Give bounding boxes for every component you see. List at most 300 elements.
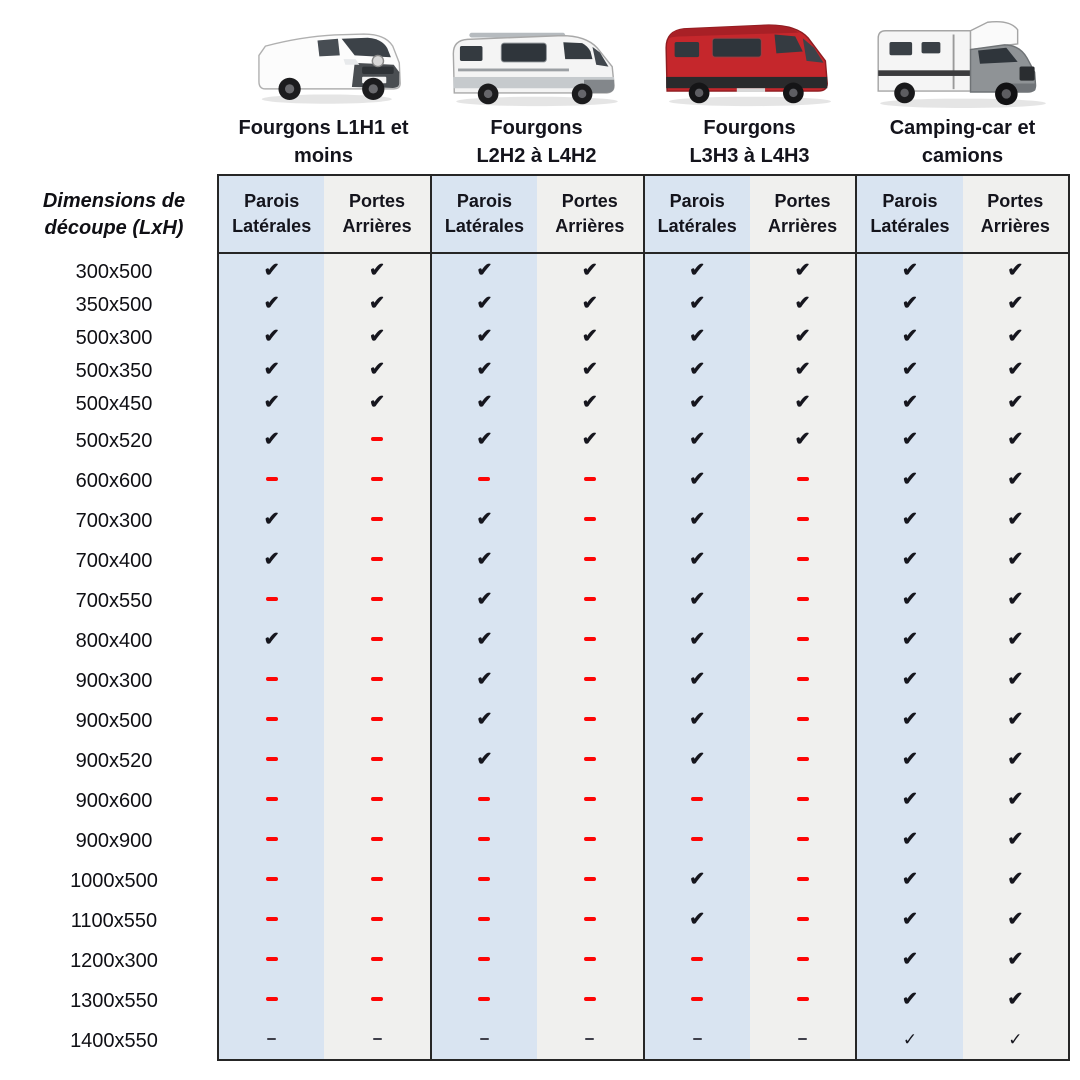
check-cell — [324, 320, 429, 353]
check-icon: ✔ — [1007, 788, 1024, 810]
dash-cell — [750, 659, 855, 699]
table-row — [219, 979, 1068, 1019]
table-section — [11, 174, 1080, 1061]
dash-cell — [219, 739, 324, 779]
check-cell — [430, 254, 537, 287]
check-icon: ✔ — [901, 908, 918, 930]
check-cell — [643, 459, 750, 499]
dash-cell — [750, 939, 855, 979]
dash-icon — [266, 877, 278, 881]
check-icon: ✔ — [689, 668, 706, 690]
dash-icon — [266, 797, 278, 801]
dash-cell — [537, 539, 642, 579]
header-line: Latérales — [444, 216, 524, 236]
dash-icon — [266, 677, 278, 681]
check-icon: ✔ — [901, 508, 918, 530]
dash-cell — [324, 419, 429, 459]
group-title-line2: L3H3 à L4H3 — [689, 145, 810, 167]
dash-icon — [584, 837, 596, 841]
check-icon: ✔ — [689, 628, 706, 650]
dash-cell — [219, 859, 324, 899]
group-title-line2: L2H2 à L4H2 — [476, 145, 597, 167]
dash-cell — [324, 1019, 429, 1059]
check-icon: ✔ — [476, 548, 493, 570]
dash-cell — [324, 739, 429, 779]
table-row — [219, 699, 1068, 739]
dash-icon — [584, 677, 596, 681]
check-icon: ✔ — [901, 668, 918, 690]
grey-motorhome-image — [856, 10, 1069, 108]
check-cell — [430, 499, 537, 539]
header-line: Portes — [561, 191, 618, 211]
check-cell — [750, 254, 855, 287]
check-cell — [430, 699, 537, 739]
dash-cell — [643, 979, 750, 1019]
check-cell — [219, 619, 324, 659]
dash-icon — [584, 877, 596, 881]
check-cell — [643, 287, 750, 320]
check-cell — [963, 287, 1068, 320]
dash-cell — [537, 699, 642, 739]
dash-cell — [750, 459, 855, 499]
dash-cell — [750, 779, 855, 819]
check-cell — [963, 779, 1068, 819]
check-icon: ✔ — [901, 260, 918, 281]
header-line: Parois — [244, 191, 300, 211]
check-cell — [963, 499, 1068, 539]
check-cell — [537, 254, 642, 287]
dash-icon — [266, 597, 278, 601]
dash-cell — [750, 979, 855, 1019]
dash-icon — [266, 917, 278, 921]
check-icon: ✔ — [1007, 828, 1024, 850]
dash-cell — [324, 779, 429, 819]
check-icon: ✔ — [263, 392, 280, 413]
dash-cell — [219, 899, 324, 939]
dash-icon — [371, 837, 383, 841]
row-label: 800x400 — [75, 629, 153, 652]
check-icon: ✔ — [476, 359, 493, 380]
check-cell — [963, 320, 1068, 353]
row-label: 900x520 — [75, 749, 153, 772]
dash-icon — [797, 957, 809, 961]
check-cell — [855, 320, 962, 353]
check-cell — [963, 859, 1068, 899]
check-cell — [963, 819, 1068, 859]
table-row — [219, 386, 1068, 419]
dash-icon — [691, 797, 703, 801]
check-cell — [963, 579, 1068, 619]
check-icon: ✔ — [901, 828, 918, 850]
dash-cell — [219, 579, 324, 619]
check-icon: ✔ — [476, 508, 493, 530]
check-cell — [855, 659, 962, 699]
check-icon: ✔ — [581, 260, 598, 281]
check-icon: ✔ — [369, 326, 386, 347]
check-cell — [643, 419, 750, 459]
dash-icon — [584, 917, 596, 921]
check-cell — [963, 539, 1068, 579]
check-icon: ✔ — [689, 326, 706, 347]
check-cell — [643, 539, 750, 579]
dash-icon — [797, 717, 809, 721]
dimensions-column-title — [11, 174, 217, 256]
group-title-fourgons-l2h2 — [430, 114, 643, 174]
check-cell — [643, 699, 750, 739]
check-cell — [537, 287, 642, 320]
check-cell — [430, 579, 537, 619]
dimensions-title-line1: Dimensions de — [42, 190, 186, 212]
check-icon: ✔ — [476, 668, 493, 690]
dash-icon — [373, 1038, 382, 1040]
dash-cell — [219, 699, 324, 739]
check-cell — [643, 579, 750, 619]
check-cell — [855, 939, 962, 979]
check-cell — [963, 899, 1068, 939]
dash-icon — [797, 877, 809, 881]
dash-cell — [750, 619, 855, 659]
table-row — [219, 287, 1068, 320]
check-icon: ✔ — [1007, 392, 1024, 413]
row-label: 500x520 — [75, 429, 153, 452]
row-label: 700x400 — [75, 549, 153, 572]
dash-icon — [266, 477, 278, 481]
check-icon: ✔ — [263, 428, 280, 450]
group-title-fourgons-l1h1 — [217, 114, 430, 174]
check-cell — [430, 320, 537, 353]
row-label: 500x300 — [75, 327, 153, 349]
table-row — [219, 619, 1068, 659]
check-icon: ✔ — [689, 748, 706, 770]
table-row — [219, 939, 1068, 979]
dash-cell — [430, 1019, 537, 1059]
header-parois-laterales — [643, 176, 750, 252]
check-icon: ✔ — [689, 392, 706, 413]
check-icon: ✔ — [689, 548, 706, 570]
dash-icon — [584, 717, 596, 721]
group-title-line2: camions — [921, 145, 1004, 167]
check-icon: ✔ — [476, 748, 493, 770]
dash-cell — [750, 859, 855, 899]
header-line: Portes — [987, 191, 1044, 211]
dash-icon — [797, 637, 809, 641]
header-line: Arrières — [342, 216, 412, 236]
check-cell — [643, 739, 750, 779]
check-icon: ✔ — [1007, 508, 1024, 530]
header-line: Arrières — [768, 216, 838, 236]
table-row — [219, 353, 1068, 386]
dash-cell — [537, 499, 642, 539]
dash-cell — [430, 459, 537, 499]
dash-cell — [324, 659, 429, 699]
check-icon: ✔ — [1007, 428, 1024, 450]
check-icon: ✔ — [263, 628, 280, 650]
dash-icon — [797, 837, 809, 841]
table-row — [219, 320, 1068, 353]
check-icon: ✔ — [901, 293, 918, 314]
dash-cell — [430, 819, 537, 859]
dash-cell — [537, 659, 642, 699]
check-icon: ✔ — [476, 392, 493, 413]
check-icon: ✔ — [263, 260, 280, 281]
dash-icon — [478, 917, 490, 921]
check-cell — [537, 320, 642, 353]
check-cell — [963, 939, 1068, 979]
group-title-fourgons-l3h3 — [643, 114, 856, 174]
dash-cell — [430, 979, 537, 1019]
row-label: 1400x550 — [70, 1029, 158, 1052]
check-cell — [643, 659, 750, 699]
check-cell — [324, 287, 429, 320]
table-body — [219, 254, 1068, 1059]
check-icon: ✔ — [1007, 908, 1024, 930]
white-panel-van-image — [217, 10, 430, 108]
dash-cell — [430, 779, 537, 819]
dimensions-title-line2: découpe (LxH) — [44, 217, 184, 239]
check-cell — [963, 739, 1068, 779]
check-icon: ✔ — [901, 468, 918, 490]
top-left-spacer — [11, 10, 217, 174]
dash-icon — [371, 597, 383, 601]
table-row — [219, 419, 1068, 459]
check-cell — [963, 699, 1068, 739]
check-cell — [855, 699, 962, 739]
check-cell — [219, 353, 324, 386]
dash-icon — [478, 837, 490, 841]
table-row — [219, 779, 1068, 819]
dash-icon — [798, 1038, 807, 1040]
check-cell — [643, 386, 750, 419]
dash-icon — [584, 517, 596, 521]
check-cell — [855, 1019, 962, 1059]
table-header-row — [219, 176, 1068, 254]
check-cell — [430, 539, 537, 579]
dash-cell — [324, 819, 429, 859]
check-icon: ✔ — [263, 293, 280, 314]
dash-icon — [480, 1038, 489, 1040]
dash-icon — [584, 997, 596, 1001]
check-cell — [855, 779, 962, 819]
table-row — [219, 899, 1068, 939]
check-icon: ✔ — [369, 293, 386, 314]
header-portes-arrieres — [750, 176, 855, 252]
check-cell — [219, 419, 324, 459]
check-cell — [430, 659, 537, 699]
check-cell — [855, 819, 962, 859]
dash-cell — [219, 459, 324, 499]
dash-cell — [537, 779, 642, 819]
check-cell — [643, 859, 750, 899]
dash-cell — [219, 979, 324, 1019]
header-line: Parois — [882, 191, 938, 211]
check-cell — [963, 386, 1068, 419]
dash-cell — [750, 579, 855, 619]
dash-icon — [266, 997, 278, 1001]
dash-icon — [797, 557, 809, 561]
check-cell — [963, 1019, 1068, 1059]
check-cell — [963, 619, 1068, 659]
header-parois-laterales — [219, 176, 324, 252]
check-icon: ✔ — [901, 548, 918, 570]
dash-icon — [371, 917, 383, 921]
check-icon: ✔ — [476, 326, 493, 347]
check-icon: ✔ — [476, 260, 493, 281]
dash-icon — [266, 717, 278, 721]
dash-icon — [478, 797, 490, 801]
dash-cell — [324, 499, 429, 539]
dash-icon — [693, 1038, 702, 1040]
dash-cell — [219, 779, 324, 819]
check-cell — [963, 254, 1068, 287]
row-label: 900x900 — [75, 829, 153, 852]
row-label: 900x300 — [75, 669, 153, 692]
dash-cell — [219, 939, 324, 979]
check-icon: ✓ — [902, 1029, 918, 1049]
check-icon: ✔ — [581, 293, 598, 314]
group-title-camping-car — [856, 114, 1069, 174]
table-row — [219, 254, 1068, 287]
dash-cell — [537, 459, 642, 499]
check-icon: ✔ — [263, 326, 280, 347]
check-cell — [219, 386, 324, 419]
dash-cell — [430, 939, 537, 979]
dash-cell — [537, 939, 642, 979]
check-cell — [219, 539, 324, 579]
check-icon: ✔ — [689, 260, 706, 281]
check-cell — [430, 287, 537, 320]
dash-icon — [584, 797, 596, 801]
header-line: Arrières — [555, 216, 625, 236]
check-icon: ✔ — [476, 708, 493, 730]
row-label: 900x500 — [75, 709, 153, 732]
dash-icon — [371, 437, 383, 441]
dash-cell — [643, 819, 750, 859]
check-cell — [963, 353, 1068, 386]
dash-icon — [584, 637, 596, 641]
row-label: 600x600 — [75, 469, 153, 492]
dash-cell — [324, 979, 429, 1019]
check-icon: ✔ — [901, 868, 918, 890]
dash-icon — [797, 517, 809, 521]
check-cell — [219, 287, 324, 320]
dash-cell — [430, 859, 537, 899]
row-label: 500x450 — [75, 393, 153, 415]
row-label: 1200x300 — [70, 949, 158, 972]
check-icon: ✔ — [1007, 948, 1024, 970]
dimension-label-column — [11, 174, 217, 1061]
row-labels — [11, 256, 217, 1061]
dash-cell — [324, 699, 429, 739]
check-cell — [430, 419, 537, 459]
dash-cell — [537, 819, 642, 859]
dash-icon — [267, 1038, 276, 1040]
dash-cell — [219, 1019, 324, 1059]
header-line: Latérales — [232, 216, 312, 236]
check-icon: ✔ — [263, 508, 280, 530]
dash-cell — [643, 1019, 750, 1059]
check-icon: ✔ — [369, 392, 386, 413]
check-cell — [750, 419, 855, 459]
check-cell — [430, 739, 537, 779]
check-icon: ✔ — [689, 468, 706, 490]
row-label: 300x500 — [75, 261, 153, 283]
table-row — [219, 819, 1068, 859]
dash-icon — [478, 877, 490, 881]
group-title-line1: Fourgons L1H1 et — [238, 117, 409, 139]
check-icon: ✔ — [1007, 868, 1024, 890]
check-icon: ✓ — [1008, 1029, 1023, 1049]
table-row — [219, 859, 1068, 899]
dash-icon — [371, 717, 383, 721]
dash-icon — [266, 837, 278, 841]
check-cell — [855, 499, 962, 539]
check-cell — [855, 254, 962, 287]
dash-icon — [478, 477, 490, 481]
check-cell — [750, 287, 855, 320]
check-cell — [855, 859, 962, 899]
check-icon: ✔ — [1007, 293, 1024, 314]
check-icon: ✔ — [794, 392, 811, 413]
check-cell — [963, 979, 1068, 1019]
row-label: 1100x550 — [70, 909, 158, 932]
check-icon: ✔ — [689, 908, 706, 930]
check-icon: ✔ — [794, 359, 811, 380]
dash-icon — [371, 997, 383, 1001]
check-icon: ✔ — [263, 548, 280, 570]
header-line: Portes — [349, 191, 406, 211]
dash-icon — [584, 757, 596, 761]
group-title-line2: moins — [294, 145, 353, 167]
header-line: Portes — [774, 191, 831, 211]
dash-cell — [750, 739, 855, 779]
check-icon: ✔ — [901, 326, 918, 347]
check-icon: ✔ — [901, 428, 918, 450]
dash-cell — [219, 659, 324, 699]
check-cell — [963, 419, 1068, 459]
check-cell — [963, 459, 1068, 499]
check-cell — [963, 659, 1068, 699]
dash-icon — [584, 597, 596, 601]
dash-icon — [371, 677, 383, 681]
row-label: 500x350 — [75, 360, 153, 382]
dash-icon — [797, 477, 809, 481]
check-cell — [750, 386, 855, 419]
dash-cell — [324, 539, 429, 579]
check-icon: ✔ — [689, 868, 706, 890]
check-cell — [219, 320, 324, 353]
dash-cell — [430, 899, 537, 939]
dash-icon — [266, 957, 278, 961]
check-icon: ✔ — [689, 708, 706, 730]
group-header-fourgons-l2h2 — [430, 10, 643, 174]
check-icon: ✔ — [794, 293, 811, 314]
check-icon: ✔ — [901, 788, 918, 810]
dash-cell — [537, 859, 642, 899]
check-icon: ✔ — [689, 359, 706, 380]
check-cell — [855, 287, 962, 320]
check-icon: ✔ — [901, 948, 918, 970]
check-cell — [643, 499, 750, 539]
dash-cell — [750, 899, 855, 939]
check-icon: ✔ — [581, 326, 598, 347]
check-icon: ✔ — [689, 428, 706, 450]
check-cell — [643, 353, 750, 386]
header-line: Parois — [669, 191, 725, 211]
check-cell — [324, 254, 429, 287]
check-icon: ✔ — [1007, 326, 1024, 347]
header-portes-arrieres — [963, 176, 1068, 252]
header-line: Arrières — [980, 216, 1050, 236]
